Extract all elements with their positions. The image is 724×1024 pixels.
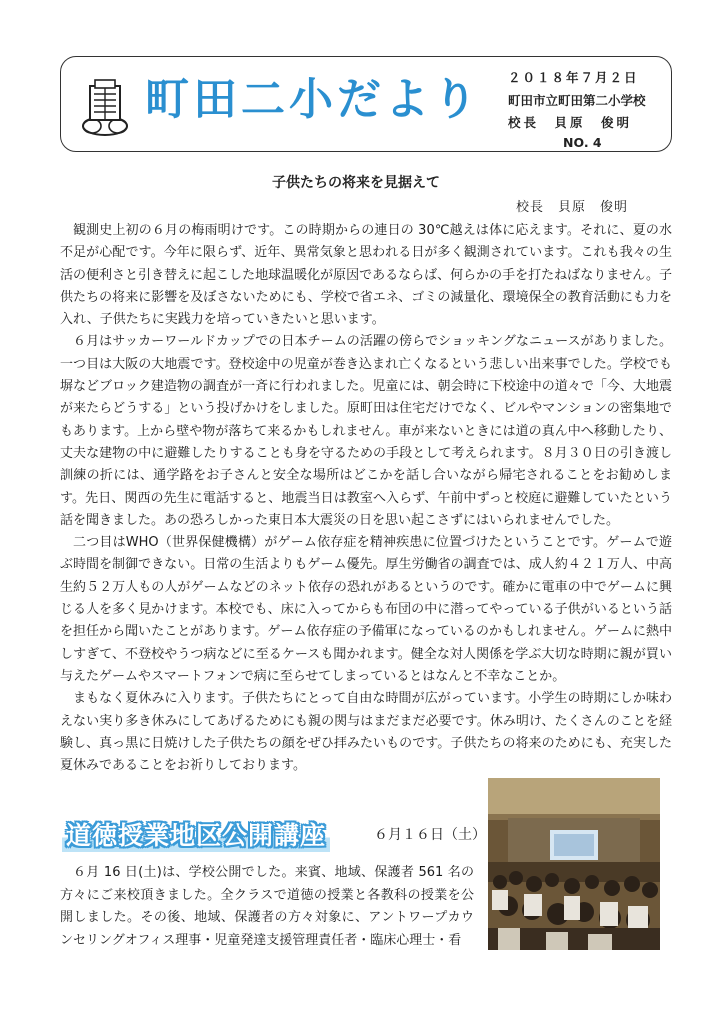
article-paragraph: ６月はサッカーワールドカップでの日本チームの活躍の傍らでショッキングなニュースがありました。一つ目は大阪の大地震です。登校途中の児童が巻き込まれ亡くなるという悲しい出来事でした。学校でも塀などブロック建造物の調査が一斉に行われました。児童には、朝会時に下校途中の道々で「今、大地震が来たらどうする」という投げかけをしました。原町田は住宅だけでなく、ビルやマンションの密集地でもあります。上から壁や物が落ちて来るかもしれません。車が来ないときには道の真ん中へ移動したり、丈夫な建物の中に避難したりすることも身を守るための手段として考えられます。８月３０日の引き渡し訓練の折には、通学路をお子さんと安全な場所はどこかを話し合いながら帰宅されることをお勧めします。先日、関西の先生に電話すると、地震当日は教室へ入らず、午前中ずっと校庭に避難していたという話を聞きました。あの恐ろしかった東日本大震災の日を思い起こさずにはいられませんでした。	[60, 334, 672, 528]
section-paragraph: ６月 16 日(土)は、学校公開でした。来賓、地域、保護者 561 名の方々にご来校頂きました。全クラスで道徳の授業と各教科の授業を公開しました。その後、地域、保護者の方々対象に、アントワープカウンセリングオフィス理事・児童発達支援管理責任者・臨床心理士・看	[60, 865, 474, 948]
principal-name: 校長 貝原 俊明	[508, 115, 633, 130]
section-date: ６月１６日（土）	[374, 827, 486, 843]
article-author: 校長 貝原 俊明	[516, 200, 629, 215]
article-paragraph: まもなく夏休みに入ります。子供たちにとって自由な時間が広がっています。小学生の時期にしか味わえない実り多き休みにしてあげるためにも親の関与はまだまだ必要です。休み明け、たくさんのことを経験し、真っ黒に日焼けした子供たちの顔をぜひ拝みたいものです。子供たちの将来のためにも、充実した夏休みであることをお祈りしております。	[60, 691, 672, 774]
article-title: 子供たちの将来を見据えて	[272, 175, 440, 191]
issue-date: ２０１８年７月２日	[508, 70, 639, 85]
school-name: 町田市立町田第二小学校	[508, 93, 646, 108]
gymnasium-audience-photo	[488, 778, 660, 950]
school-emblem-icon	[80, 76, 130, 138]
article-body	[60, 220, 672, 777]
article-paragraph: 観測史上初の６月の梅雨明けです。この時期からの連日の 30℃越えは体に応えます。それに、夏の水不足が心配です。今年に限らず、近年、異常気象と思われる日が多く観測されています。これも我々の生活の便利さと引き替えに起こした地球温暖化が原因であるならば、何らかの手を打たねばなりません。子供たちの将来に影響を及ぼさないためにも、学校で省エネ、ゴミの減量化、環境保全の教育活動にも力を入れ、子供たちに実践力を培っていきたいと思います。	[60, 223, 672, 328]
article-paragraph: 二つ目はWHO（世界保健機構）がゲーム依存症を精神疾患に位置づけたということです。ゲームで遊ぶ時間を制御できない。日常の生活よりもゲーム優先。厚生労働省の調査では、成人約４２１万人、中高生約５２万人もの人がゲームなどのネット依存の恐れがあるというのです。確かに電車の中でゲームに興じる人を多く見かけます。本校でも、床に入ってからも布団の中に潜ってやっている子供がいるという話を担任から聞いたことがあります。ゲーム依存症の予備軍になっているのかもしれません。ゲームに熱中しすぎて、不登校やうつ病などに至るケースも聞かれます。健全な対人関係を学ぶ大切な時期に親が買い与えたゲームやスマートフォンで病に至らせてしまっているとはなんと不幸なことか。	[60, 535, 672, 684]
section-heading: 道徳授業地区公開講座	[62, 816, 330, 852]
issue-number: NO. 4	[563, 135, 602, 150]
newsletter-title: 町田二小だより	[145, 74, 481, 125]
section-body	[60, 862, 474, 952]
